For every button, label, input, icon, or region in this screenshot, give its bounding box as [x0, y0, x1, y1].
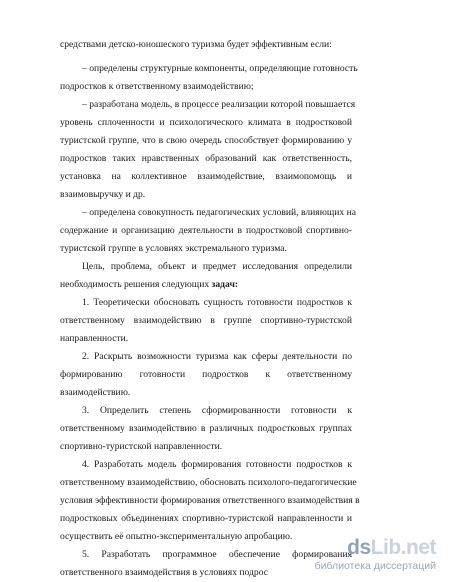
text-line: направленности.	[60, 333, 129, 344]
text-line: средствами детско-юношеского туризма будет эффективным если:	[60, 39, 332, 50]
text-line: 3. Определить степень сформированности готовности к	[82, 405, 352, 416]
text-line: спортивно-туристской направленности.	[60, 441, 223, 452]
text-line: 2. Раскрыть возможности туризма как сферы деятельности по	[82, 351, 352, 362]
text-line: установка на коллективное взаимодействие, взаимопомощь и	[60, 171, 352, 182]
text-line: уровень сплоченности и психологического климата в подростковой	[60, 117, 352, 128]
text-line: взаимовыручку и др.	[60, 189, 146, 200]
text-line: туристской группе в условиях экстремального туризма.	[60, 243, 287, 254]
text-span: необходимость решения следующих	[60, 279, 210, 290]
text-line: ответственному взаимодействию, обосновать психолого-педагогические	[60, 477, 357, 488]
text-line: – определена совокупность педагогических условий, влияющих на	[82, 207, 356, 218]
text-line: ответственного взаимодействия в условиях подрос	[60, 567, 269, 578]
logo-ds: ds	[347, 536, 371, 559]
text-line: осуществить её опытно-экспериментальную апробацию.	[60, 531, 293, 542]
text-line: взаимодействию.	[60, 387, 131, 398]
logo-rest: Lib.net	[370, 536, 436, 559]
bold-keyword: задач:	[211, 279, 239, 290]
text-line: формированию готовности подростков к ответственному	[60, 369, 352, 380]
text-line: 5. Разработать программное обеспечение формирования	[82, 549, 352, 560]
text-line: подростковых объединениях спортивно-туристской направленности и	[60, 513, 352, 524]
watermark	[312, 536, 442, 576]
text-line: ответственному взаимодействию в различных подростковых группах	[60, 423, 352, 434]
text-line: условия эффективности формирования ответственного взаимодействия в	[60, 495, 360, 506]
text-line: содержание и организацию деятельности в подростковой спортивно-	[60, 225, 352, 236]
text-line: – определены структурные компоненты, определяющие готовность	[82, 63, 358, 74]
watermark-logo	[347, 536, 436, 560]
text-line: ответственному взаимодействию в группе спортивно-туристской	[60, 315, 352, 326]
text-line: подростков к ответственному взаимодействию;	[60, 81, 254, 92]
text-line: подростков таких нравственных образований как ответственность,	[60, 153, 352, 164]
text-line: Цель, проблема, объект и предмет исследования определили	[82, 261, 352, 272]
text-line: – разработана модель, в процессе реализации которой повышается	[82, 99, 356, 110]
text-line: 4. Разработать модель формирования готовности подростков к	[82, 459, 352, 470]
text-line: туристской группе, что в свою очередь способствует формированию у	[60, 135, 352, 146]
text-line: 1. Теоретически обосновать сущность готовности подростков к	[82, 297, 352, 308]
watermark-subtitle: библиотека диссертаций	[314, 560, 436, 572]
text-line	[60, 279, 352, 291]
